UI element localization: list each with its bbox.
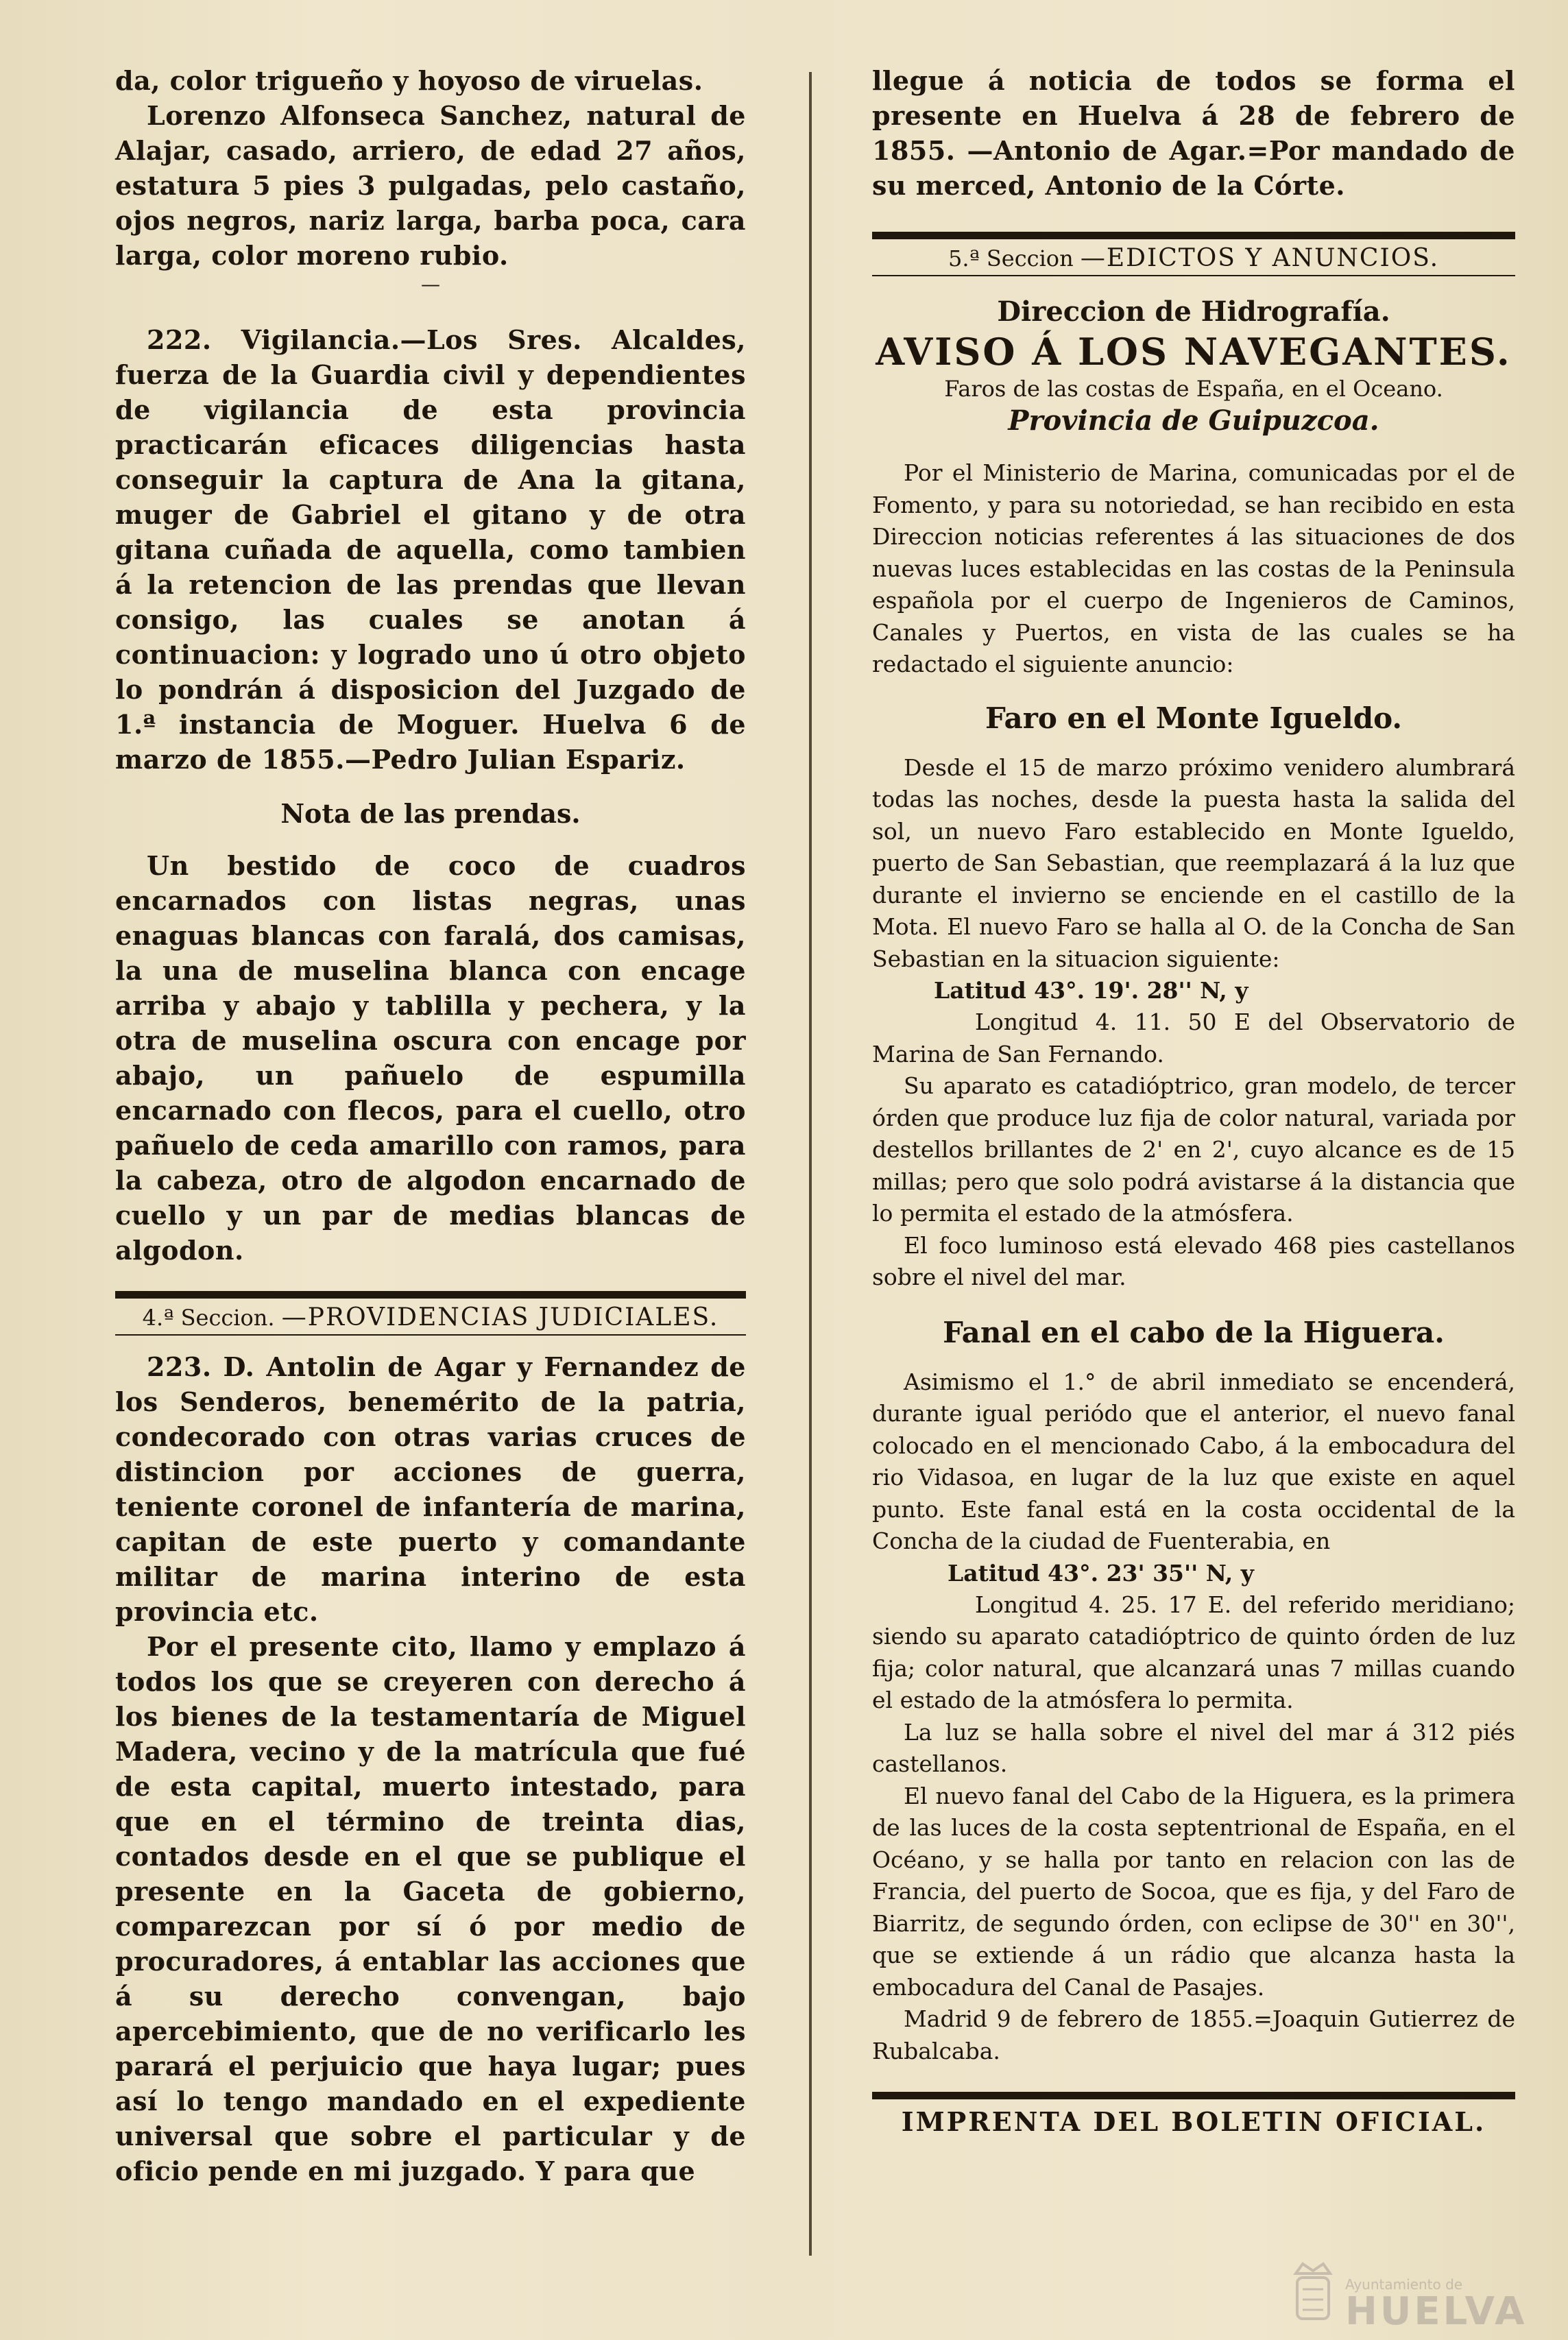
paragraph-ministerio-marina: Por el Ministerio de Marina, comunicadas por el de Fomento, y para su notoriedad, se han recibido en esta Direccion noticias referentes á las situaciones de dos nuevas luces establecidas en las costas de la Peninsula española por el cuerpo de Ingenieros de Caminos, Canales y Puertos, en vista de las cuales se ha redactado el siguiente anuncio: — [872, 459, 1515, 677]
heading-fanal-cabo-higuera: Fanal en el cabo de la Higuera. — [943, 1315, 1445, 1349]
section-4-title: —PROVIDENCIAS JUDICIALES. — [281, 1303, 719, 1331]
heading-aviso-navegantes: AVISO Á LOS NAVEGANTES. — [876, 330, 1512, 374]
paragraph-luz-nivel-mar: La luz se halla sobre el nivel del mar á 312 piés castellanos. — [872, 1718, 1515, 1777]
longitude-igueldo: Longitud 4. 11. 50 E del Observatorio de Marina de San Fernando. — [872, 1009, 1515, 1068]
heading-direccion-hidrografia: Direccion de Hidrografía. — [997, 295, 1390, 328]
paragraph-continuation-huelva: llegue á noticia de todos se forma el presente en Huelva á 28 de febrero de 1855. —Antonio de Agar.=Por mandado de su merced, Antonio de la Córte. — [872, 65, 1515, 201]
imprenta-footer: IMPRENTA DEL BOLETIN OFICIAL. — [872, 2092, 1515, 2139]
latitude-higuera: Latitud 43°. 23' 35'' N, y — [948, 1559, 1254, 1587]
right-column — [872, 63, 1515, 2139]
paragraph-madrid-signature: Madrid 9 de febrero de 1855.=Joaquin Gutierrez de Rubalcaba. — [872, 2005, 1515, 2064]
paragraph-223-antolin-de-agar: 223. D. Antolin de Agar y Fernandez de los Senderos, benemérito de la patria, condecorado con otras varias cruces de distincion por acciones de guerra, teniente coronel de infantería de marina, capitan de este puerto y comandante militar de marina interino de esta provincia etc. — [115, 1351, 746, 1627]
left-column — [115, 63, 746, 2188]
paragraph-faro-igueldo: Desde el 15 de marzo próximo venidero alumbrará todas las noches, desde la puesta hasta la salida del sol, un nuevo Faro establecido en Monte Igueldo, puerto de San Sebastian, que reemplazará á la luz que durante el invierno se enciende en el castillo de la Mota. El nuevo Faro se halla al O. de la Concha de San Sebastian en la situacion siguiente: — [872, 753, 1515, 972]
latitude-igueldo: Latitud 43°. 19'. 28'' N, y — [934, 977, 1249, 1004]
section-5-title: —EDICTOS Y ANUNCIOS. — [1080, 244, 1440, 272]
paragraph-222-vigilancia: 222. Vigilancia.—Los Sres. Alcaldes, fuerza de la Guardia civil y dependientes de vigilancia de esta provincia practicarán eficaces diligencias hasta conseguir la captura de Ana la gitana, muger de Gabriel el gitano y de otra gitana cuñada de aquella, como tambien á la retencion de las prendas que llevan consigo, las cuales se anotan á continuacion: y logrado uno ú otro objeto lo pondrán á disposicion del Juzgado de 1.ª instancia de Moguer. Huelva 6 de marzo de 1855.—Pedro Julian Espariz. — [115, 324, 746, 775]
paragraph-foco-luminoso: El foco luminoso está elevado 468 pies castellanos sobre el nivel del mar. — [872, 1231, 1515, 1290]
longitude-higuera: Longitud 4. 25. 17 E. del referido meridiano; siendo su aparato catadióptrico de quinto órden de luz fija; color natural, que alcanzará unas 7 millas cuando el estado de la atmósfera lo permita. — [872, 1591, 1515, 1713]
ornament-divider: — — [421, 273, 440, 295]
logo-huelva: HUELVA — [1345, 2289, 1528, 2334]
section-5-number: 5.ª Seccion — [948, 245, 1074, 272]
paragraph-fanal-higuera: Asimismo el 1.° de abril inmediato se encenderá, durante igual periódo que el anterior, el nuevo fanal colocado en el mencionado Cabo, á la embocadura del rio Vidasoa, en lugar de la luz que existe en aquel punto. Este fanal está en la costa occidental de la Concha de la ciudad de Fuenterabia, en — [872, 1368, 1515, 1554]
column-divider — [809, 72, 812, 2256]
section-4-header — [115, 1291, 746, 1336]
paragraph-physical-description: da, color trigueño y hoyoso de viruelas. — [115, 65, 703, 96]
subheading-faros-espana: Faros de las costas de España, en el Oceano. — [944, 376, 1443, 402]
heading-faro-monte-igueldo: Faro en el Monte Igueldo. — [985, 701, 1402, 735]
subheading-provincia-guipuzcoa: Provincia de Guipuzcoa. — [1008, 405, 1379, 437]
paragraph-citation-testamentaria: Por el presente cito, llamo y emplazo á todos los que se creyeren con derecho á los bienes de la testamentaría de Miguel Madera, vecino y de la matrícula que fué de esta capital, muerto intestado, para que en el término de treinta dias, contados desde en el que se publique el presente en la Gaceta de gobierno, comparezcan por sí ó por medio de procuradores, á entablar las acciones que á su derecho convengan, bajo apercebimiento, que de no verificarlo les parará el perjuicio que haya lugar; pues así lo tengo mandado en el expediente universal que sobre el particular y de oficio pende en mi juzgado. Y para que — [115, 1631, 746, 2186]
section-4-number: 4.ª Seccion. — [142, 1305, 275, 1331]
section-5-header — [872, 232, 1515, 276]
paragraph-aparato-igueldo: Su aparato es catadióptrico, gran modelo, de tercer órden que produce luz fija de color natural, variada por destellos brillantes de 2' en 2', cuyo alcance es de 15 millas; pero que solo podrá avistarse á la distancia que lo permita el estado de la atmósfera. — [872, 1072, 1515, 1227]
huelva-logo-watermark — [1289, 2256, 1536, 2334]
logo-ayuntamiento: Ayuntamiento de — [1345, 2276, 1463, 2293]
heading-nota-prendas: Nota de las prendas. — [280, 798, 581, 829]
paragraph-lorenzo-alfonseca: Lorenzo Alfonseca Sanchez, natural de Alajar, casado, arriero, de edad 27 años, estatura 5 pies 3 pulgadas, pelo castaño, ojos negros, nariz larga, barba poca, cara larga, color moreno rubio. — [115, 100, 746, 271]
paragraph-list-of-garments: Un bestido de coco de cuadros encarnados con listas negras, unas enaguas blancas con faralá, dos camisas, la una de muselina blanca con encage arriba y abajo y tablilla y pechera, y la otra de muselina oscura con encage por abajo, un pañuelo de espumilla encarnado con flecos, para el cuello, otro pañuelo de ceda amarillo con ramos, para la cabeza, otro de algodon encarnado de cuello y un par de medias blancas de algodon. — [115, 850, 746, 1266]
crown-shield-icon — [1289, 2258, 1337, 2327]
paragraph-nuevo-fanal: El nuevo fanal del Cabo de la Higuera, es la primera de las luces de la costa septentrional de España, en el Océano, y se halla por tanto en relacion con las de Francia, del puerto de Socoa, que es fija, y del Faro de Biarritz, de segundo órden, con eclipse de 30'' en 30'', que se extiende á un rádio que alcanza hasta la embocadura del Canal de Pasajes. — [872, 1782, 1515, 2001]
